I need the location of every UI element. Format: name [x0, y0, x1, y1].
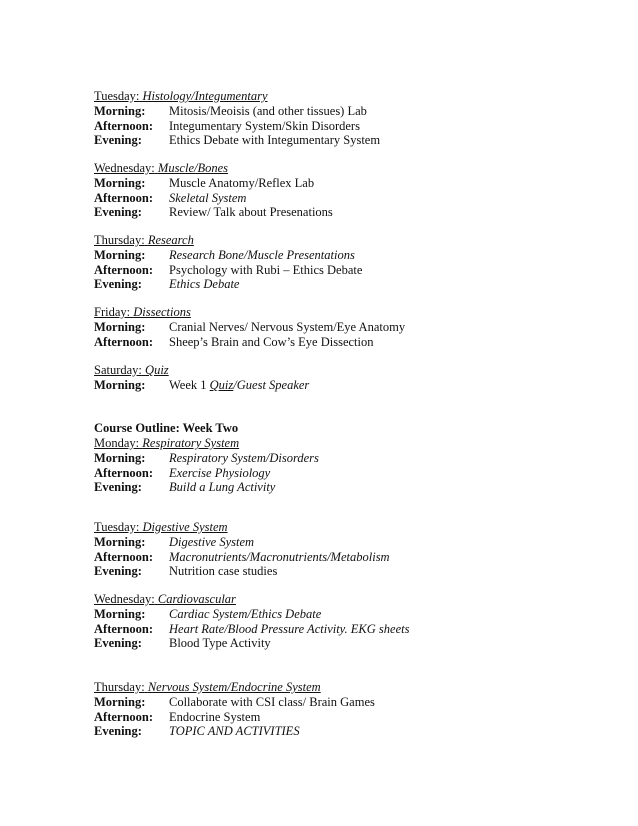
schedule-row [94, 695, 614, 710]
week-two-heading: Course Outline: Week Two [94, 421, 239, 435]
schedule-row [94, 378, 614, 393]
day-name: Thursday: [94, 233, 145, 247]
row-text: Endocrine System [169, 709, 261, 724]
schedule-row [94, 466, 614, 481]
schedule-row [94, 564, 614, 579]
day-block-thursday-research [94, 233, 614, 292]
row-text: Heart Rate/Blood Pressure Activity. EKG sheets [169, 621, 410, 636]
row-text: Review/ Talk about Presenations [169, 205, 333, 219]
schedule-row [94, 636, 614, 651]
day-topic: Research [147, 233, 194, 247]
row-text-guest: /Guest Speaker [233, 378, 310, 392]
schedule-row [94, 119, 614, 134]
row-text: Ethics Debate with Integumentary System [169, 133, 381, 147]
row-label: Morning: [94, 535, 146, 549]
day-heading [94, 592, 614, 607]
row-label: Evening: [94, 564, 142, 578]
schedule-row [94, 205, 614, 220]
day-block-saturday-quiz [94, 363, 614, 393]
schedule-row [94, 104, 614, 119]
row-label: Morning: [94, 104, 146, 118]
day-heading [94, 520, 614, 535]
row-label: Evening: [94, 724, 142, 738]
schedule-row [94, 622, 614, 637]
row-text: Macronutrients/Macronutrients/Metabolism [169, 549, 390, 564]
schedule-row [94, 480, 614, 495]
row-text: Sheep’s Brain and Cow’s Eye Dissection [169, 334, 374, 349]
row-text: Psychology with Rubi – Ethics Debate [169, 262, 363, 277]
day-heading [94, 233, 614, 248]
row-text-plain: Week 1 [169, 378, 210, 392]
row-text: Muscle Anatomy/Reflex Lab [169, 176, 315, 190]
row-label: Evening: [94, 277, 142, 291]
row-text: Skeletal System [169, 190, 247, 205]
row-text-quiz: Quiz [209, 378, 234, 392]
schedule-row [94, 535, 614, 550]
day-topic: Cardiovascular [157, 592, 236, 606]
schedule-row [94, 248, 614, 263]
day-block-wednesday-muscle [94, 161, 614, 220]
day-topic: Nervous System/Endocrine System [147, 680, 321, 694]
row-text: Ethics Debate [169, 277, 240, 291]
row-text: TOPIC AND ACTIVITIES [169, 724, 300, 738]
row-label: Morning: [94, 695, 146, 709]
schedule-row [94, 335, 614, 350]
row-label: Afternoon: [94, 118, 154, 133]
row-label: Morning: [94, 248, 146, 262]
day-name: Thursday: [94, 680, 145, 694]
schedule-row [94, 133, 614, 148]
row-label: Afternoon: [94, 549, 154, 564]
day-topic: Histology/Integumentary [142, 89, 268, 103]
row-label: Evening: [94, 636, 142, 650]
row-label: Afternoon: [94, 709, 154, 724]
day-block-wednesday-cardiovascular [94, 592, 614, 651]
schedule-row [94, 451, 614, 466]
day-heading [94, 363, 614, 378]
day-heading [94, 436, 614, 451]
day-block-tuesday-histology [94, 89, 614, 148]
schedule-row [94, 320, 614, 335]
row-text: Cardiac System/Ethics Debate [169, 607, 322, 621]
day-topic: Dissections [133, 305, 191, 319]
row-label: Afternoon: [94, 465, 154, 480]
day-block-thursday-nervous [94, 680, 614, 739]
day-block-tuesday-digestive [94, 520, 614, 579]
row-text: Nutrition case studies [169, 564, 278, 578]
schedule-row [94, 191, 614, 206]
row-label: Afternoon: [94, 190, 154, 205]
schedule-row [94, 263, 614, 278]
row-label: Afternoon: [94, 262, 154, 277]
day-heading [94, 680, 614, 695]
schedule-row [94, 710, 614, 725]
row-text: Blood Type Activity [169, 636, 271, 650]
schedule-row [94, 277, 614, 292]
row-text [169, 378, 614, 393]
day-topic: Muscle/Bones [157, 161, 229, 175]
schedule-row [94, 176, 614, 191]
row-label: Afternoon: [94, 334, 154, 349]
schedule-row [94, 607, 614, 622]
row-label: Morning: [94, 378, 146, 392]
row-label: Evening: [94, 480, 142, 494]
day-block-friday-dissections [94, 305, 614, 349]
day-name: Tuesday: [94, 520, 140, 534]
week-two-section [94, 421, 614, 495]
day-name: Wednesday: [94, 592, 155, 606]
day-heading [94, 305, 614, 320]
row-label: Evening: [94, 133, 142, 147]
row-label: Afternoon: [94, 621, 154, 636]
row-label: Morning: [94, 176, 146, 190]
day-heading [94, 161, 614, 176]
day-topic: Digestive System [142, 520, 228, 534]
day-heading [94, 89, 614, 104]
row-label: Morning: [94, 451, 146, 465]
day-name: Wednesday: [94, 161, 155, 175]
row-text: Build a Lung Activity [169, 480, 276, 494]
day-name: Saturday: [94, 363, 142, 377]
day-topic: Quiz [145, 363, 169, 377]
row-text: Integumentary System/Skin Disorders [169, 118, 360, 133]
row-text: Exercise Physiology [169, 465, 271, 480]
row-text: Research Bone/Muscle Presentations [169, 248, 355, 262]
row-text: Respiratory System/Disorders [169, 451, 319, 465]
day-name: Friday: [94, 305, 131, 319]
row-label: Morning: [94, 320, 146, 334]
day-topic: Respiratory System [142, 436, 240, 450]
schedule-row [94, 724, 614, 739]
row-text: Mitosis/Meoisis (and other tissues) Lab [169, 104, 367, 118]
day-name: Tuesday: [94, 89, 140, 103]
schedule-row [94, 550, 614, 565]
row-text: Digestive System [169, 535, 255, 549]
row-text: Cranial Nerves/ Nervous System/Eye Anatomy [169, 320, 406, 334]
day-name: Monday: [94, 436, 140, 450]
row-text: Collaborate with CSI class/ Brain Games [169, 695, 375, 709]
row-label: Evening: [94, 205, 142, 219]
row-label: Morning: [94, 607, 146, 621]
